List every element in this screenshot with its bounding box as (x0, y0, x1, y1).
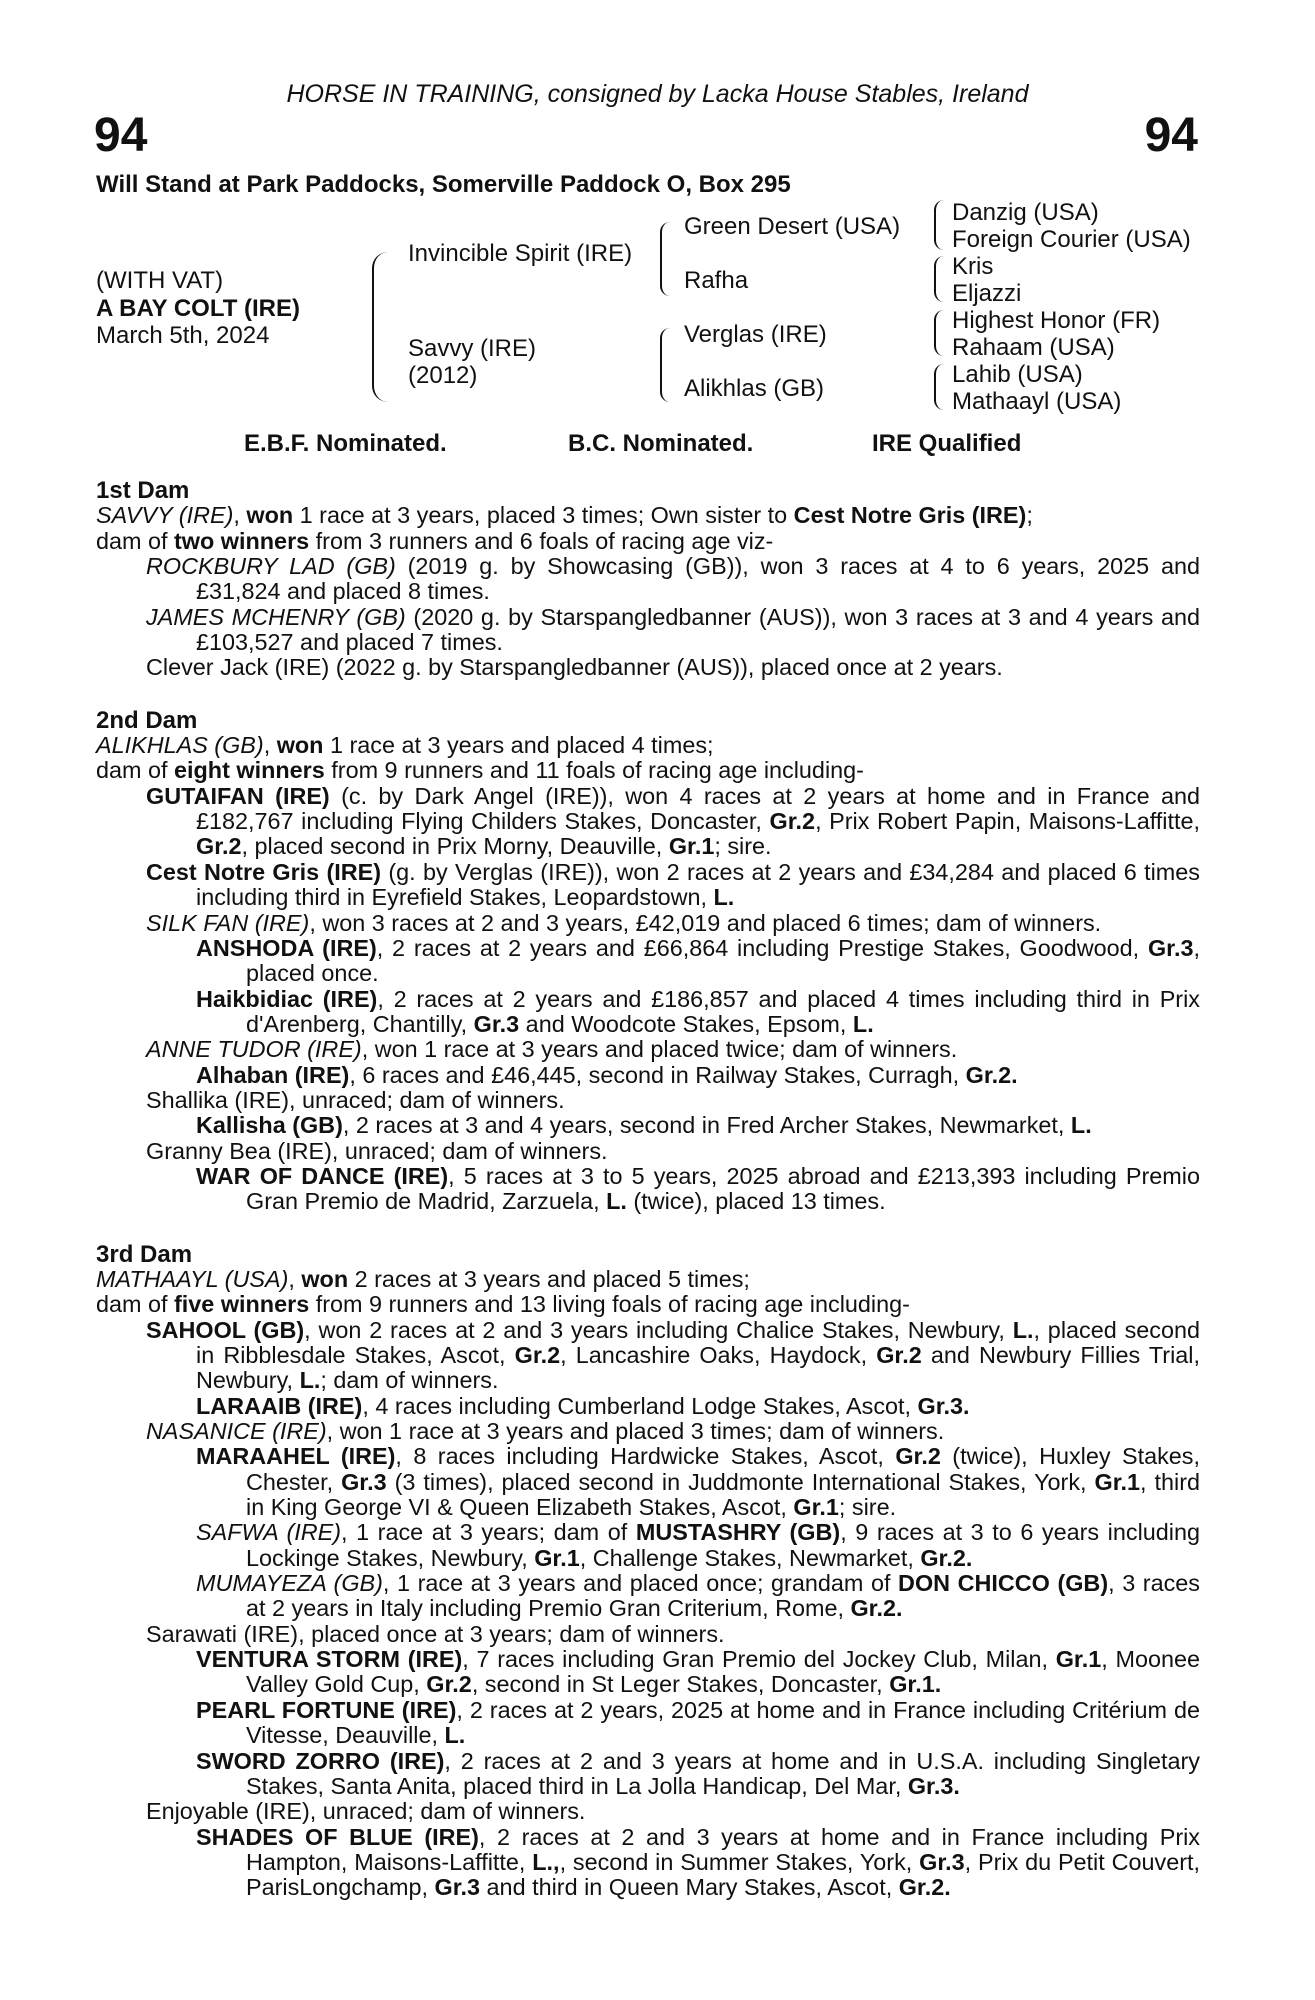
gen3-4: Eljazzi (952, 280, 1022, 307)
first-dam-record: SAVVY (IRE), won 1 race at 3 years, placed 3 times; Own sister to Cest Notre Gris (IRE); (96, 502, 1033, 529)
gen3-7: Lahib (USA) (952, 361, 1083, 388)
pedigree-brace (660, 222, 672, 296)
lot-number-right: 94 (1144, 109, 1198, 162)
pedigree-brace (934, 364, 944, 410)
second-dam-heading: 2nd Dam (96, 706, 198, 734)
first-dam-heading: 1st Dam (96, 477, 190, 504)
list-item: SILK FAN (IRE), won 3 races at 2 and 3 years, £42,019 and placed 6 times; dam of winners. (146, 909, 1102, 936)
gen3-8: Mathaayl (USA) (952, 388, 1122, 415)
list-item: PEARL FORTUNE (IRE), 2 races at 2 years, 2025 at home and in France including Critérium de Vitesse, Deauville, L. (196, 1696, 1200, 1749)
pedigree-brace (372, 252, 388, 402)
ire-qualified: IRE Qualified (872, 430, 1022, 457)
gen3-2: Foreign Courier (USA) (952, 226, 1191, 253)
list-item: ROCKBURY LAD (GB) (2019 g. by Showcasing (GB)), won 3 races at 4 to 6 years, 2025 and £31,824 and placed 8 times. (146, 553, 1200, 605)
list-item: WAR OF DANCE (IRE), 5 races at 3 to 5 years, 2025 abroad and £213,393 including Premio Gran Premio de Madrid, Zarzuela, L. (twice), placed 13 times. (196, 1162, 1200, 1215)
dam-dam: Alikhlas (GB) (684, 375, 825, 402)
gen3-5: Highest Honor (FR) (952, 307, 1161, 334)
list-item: LARAAIB (IRE), 4 races including Cumberland Lodge Stakes, Ascot, Gr.3. (196, 1392, 970, 1419)
list-item: GUTAIFAN (IRE) (c. by Dark Angel (IRE)), won 4 races at 2 years at home and in France and £182,767 including Flying Childers Stakes, Doncaster, Gr.2, Prix Robert Papin, Maisons-Laffitte, Gr.2, placed second in Prix Morny, Deauville, Gr.1; sire. (146, 782, 1200, 860)
second-dam-record: ALIKHLAS (GB), won 1 race at 3 years and placed 4 times; (96, 732, 714, 759)
third-dam-heading: 3rd Dam (96, 1240, 193, 1268)
list-item: SWORD ZORRO (IRE), 2 races at 2 and 3 years at home and in U.S.A. including Singletary Stakes, Santa Anita, placed third in La Jolla Handicap, Del Mar, Gr.3. (196, 1747, 1201, 1799)
third-dam-produce: dam of five winners from 9 runners and 13 living foals of racing age including- (96, 1291, 910, 1318)
dam: Savvy (IRE) (408, 335, 537, 362)
dam-sire: Verglas (IRE) (684, 321, 827, 348)
list-item: ANNE TUDOR (IRE), won 1 race at 3 years and placed twice; dam of winners. (146, 1036, 958, 1063)
list-item: MUMAYEZA (GB), 1 race at 3 years and placed once; grandam of DON CHICCO (GB), 3 races at 2 years in Italy including Premio Gran Criterium, Rome, Gr.2. (196, 1570, 1200, 1622)
ebf-nomination: E.B.F. Nominated. (244, 430, 447, 457)
list-item: Cest Notre Gris (IRE) (g. by Verglas (IRE)), won 2 races at 2 years and £34,284 and placed 6 times including third in Eyrefield Stakes, Leopardstown, L. (146, 858, 1200, 911)
list-item: SHADES OF BLUE (IRE), 2 races at 2 and 3 years at home and in France including Prix Hampton, Maisons-Laffitte, L.,, second in Summer Stakes, York, Gr.3, Prix du Petit Couvert, ParisLongchamp, Gr.3 and third in Queen Mary Stakes, Ascot, Gr.2. (196, 1823, 1200, 1901)
gen3-3: Kris (952, 253, 994, 280)
foaling-date: March 5th, 2024 (96, 322, 270, 349)
vat-note: (WITH VAT) (96, 267, 224, 294)
sire-dam: Rafha (684, 267, 749, 294)
gen3-1: Danzig (USA) (952, 199, 1099, 226)
horse-name: A BAY COLT (IRE) (96, 295, 301, 322)
third-dam-record: MATHAAYL (USA), won 2 races at 3 years and placed 5 times; (96, 1265, 750, 1292)
list-item: Enjoyable (IRE), unraced; dam of winners. (146, 1798, 586, 1825)
dam-year: (2012) (408, 362, 478, 389)
list-item: Shallika (IRE), unraced; dam of winners. (146, 1086, 565, 1113)
list-item: Clever Jack (IRE) (2022 g. by Starspangledbanner (AUS)), placed once at 2 years. (146, 654, 1003, 681)
list-item: ANSHODA (IRE), 2 races at 2 years and £66,864 including Prestige Stakes, Goodwood, Gr.3, placed once. (196, 934, 1200, 987)
bc-nomination: B.C. Nominated. (568, 430, 754, 457)
sire: Invincible Spirit (IRE) (408, 240, 633, 267)
list-item: Alhaban (IRE), 6 races and £46,445, second in Railway Stakes, Curragh, Gr.2. (196, 1061, 1018, 1088)
pedigree-brace (934, 310, 944, 356)
gen3-6: Rahaam (USA) (952, 334, 1115, 361)
list-item: Granny Bea (IRE), unraced; dam of winners. (146, 1137, 608, 1164)
list-item: MARAAHEL (IRE), 8 races including Hardwicke Stakes, Ascot, Gr.2 (twice), Huxley Stakes, Chester, Gr.3 (3 times), placed second in Juddmonte International Stakes, York, Gr.1, third in King George VI & Queen Elizabeth Stakes, Ascot, Gr.1; sire. (196, 1443, 1201, 1521)
pedigree-brace (934, 200, 944, 250)
lot-number-left: 94 (94, 109, 148, 162)
list-item: SAHOOL (GB), won 2 races at 2 and 3 years including Chalice Stakes, Newbury, L., placed second in Ribblesdale Stakes, Ascot, Gr.2, Lancashire Oaks, Haydock, Gr.2 and Newbury Fillies Trial, Newbury, L.; dam of winners. (146, 1316, 1200, 1394)
list-item: JAMES MCHENRY (GB) (2020 g. by Starspangledbanner (AUS)), won 3 races at 3 and 4 years and £103,527 and placed 7 times. (146, 603, 1200, 656)
list-item: VENTURA STORM (IRE), 7 races including Gran Premio del Jockey Club, Milan, Gr.1, Moonee Valley Gold Cup, Gr.2, second in St Leger Stakes, Doncaster, Gr.1. (196, 1646, 1201, 1698)
list-item: SAFWA (IRE), 1 race at 3 years; dam of MUSTASHRY (GB), 9 races at 3 to 6 years including Lockinge Stakes, Newbury, Gr.1, Challenge Stakes, Newmarket, Gr.2. (196, 1519, 1201, 1571)
pedigree-brace (660, 328, 672, 402)
list-item: NASANICE (IRE), won 1 race at 3 years and placed 3 times; dam of winners. (146, 1418, 945, 1445)
catalogue-body (96, 478, 1200, 1901)
sale-header: HORSE IN TRAINING, consigned by Lacka House Stables, Ireland (286, 80, 1029, 108)
pedigree-brace (934, 256, 944, 302)
stable-location: Will Stand at Park Paddocks, Somerville Paddock O, Box 295 (96, 171, 791, 198)
second-dam-produce: dam of eight winners from 9 runners and 11 foals of racing age including- (96, 757, 864, 784)
sire-sire: Green Desert (USA) (684, 213, 901, 240)
first-dam-produce: dam of two winners from 3 runners and 6 foals of racing age viz- (96, 527, 774, 554)
list-item: Kallisha (GB), 2 races at 3 and 4 years, second in Fred Archer Stakes, Newmarket, L. (196, 1112, 1092, 1139)
list-item: Haikbidiac (IRE), 2 races at 2 years and £186,857 and placed 4 times including third in Prix d'Arenberg, Chantilly, Gr.3 and Woodcote Stakes, Epsom, L. (196, 985, 1200, 1037)
list-item: Sarawati (IRE), placed once at 3 years; dam of winners. (146, 1620, 725, 1647)
